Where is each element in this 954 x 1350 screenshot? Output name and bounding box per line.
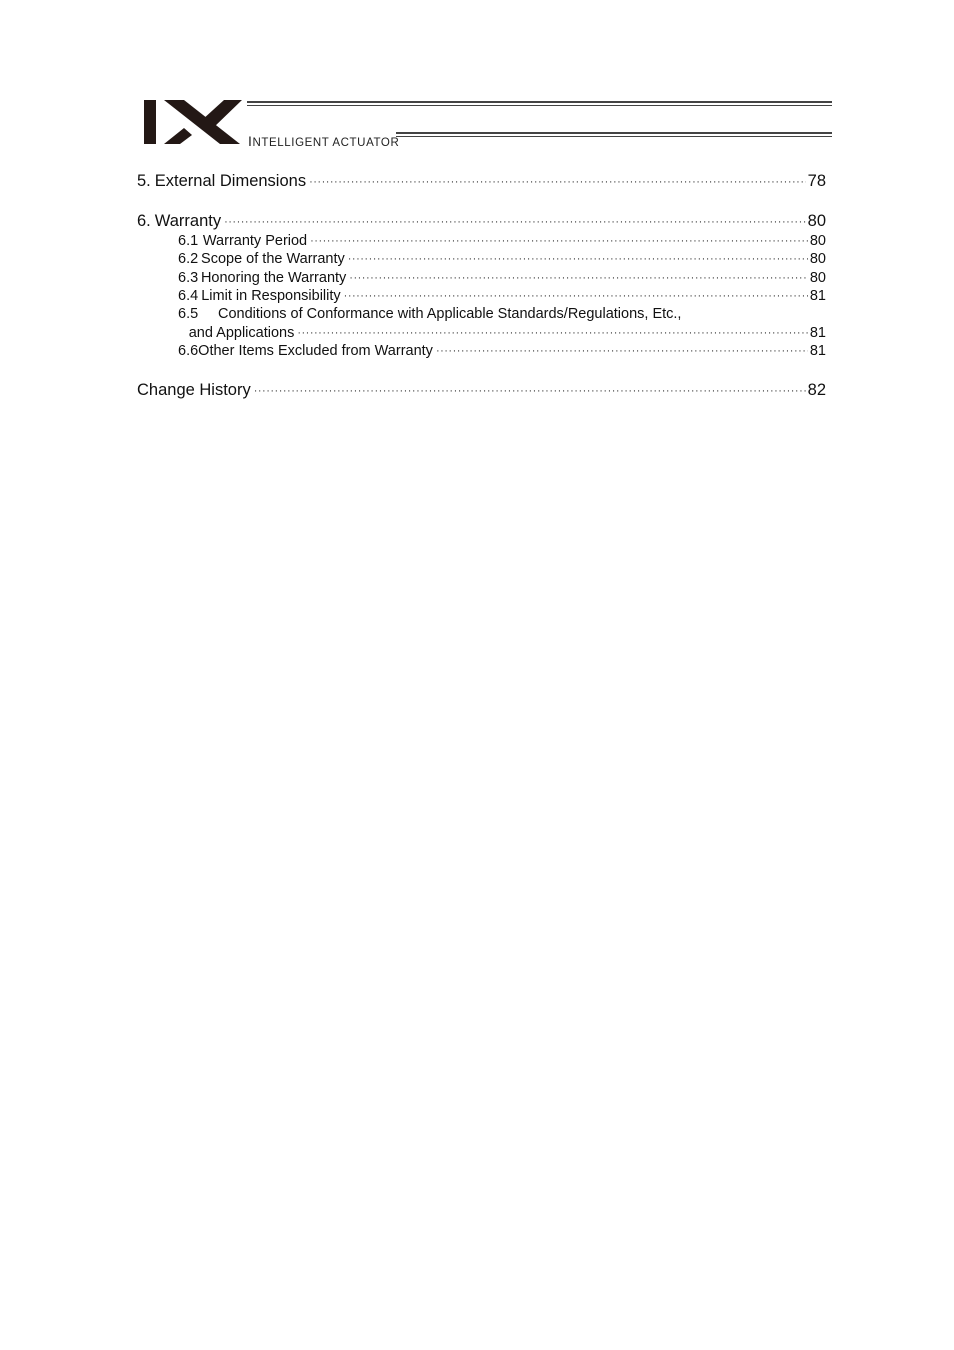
toc-title-line2: and Applications bbox=[188, 325, 295, 341]
toc-number: 6.2 bbox=[178, 251, 199, 267]
toc-page: 82 bbox=[807, 381, 826, 399]
dot-leader bbox=[224, 216, 806, 228]
toc-title: Warranty bbox=[154, 212, 222, 230]
header-rule-bottom-1 bbox=[396, 132, 832, 134]
toc-page: 80 bbox=[809, 233, 826, 249]
toc-number: 6.3 bbox=[178, 270, 199, 286]
toc-page: 81 bbox=[809, 325, 826, 341]
dot-leader bbox=[310, 235, 808, 247]
toc-title: External Dimensions bbox=[154, 172, 307, 190]
toc-title: Scope of the Warranty bbox=[201, 251, 345, 267]
toc-entry-honoring-warranty[interactable] bbox=[137, 270, 826, 286]
dot-leader bbox=[254, 385, 806, 397]
toc-title: Other Items Excluded from Warranty bbox=[198, 343, 433, 359]
toc-title-line1: Conditions of Conformance with Applicable Standards/Regulations, Etc., bbox=[218, 306, 682, 322]
toc-entry-external-dimensions[interactable] bbox=[137, 172, 826, 191]
toc-number: 6.4 bbox=[178, 288, 199, 304]
toc-number: 6. bbox=[137, 212, 151, 230]
brand-name bbox=[248, 133, 399, 149]
header-rule-top-1 bbox=[247, 101, 832, 103]
dot-leader bbox=[309, 176, 806, 188]
page-header bbox=[0, 0, 954, 160]
toc-page: 80 bbox=[809, 270, 826, 286]
toc-number: 5. bbox=[137, 172, 151, 190]
toc-number: 6.5 bbox=[178, 306, 199, 322]
toc-number: 6.6 bbox=[178, 343, 199, 359]
toc-page: 81 bbox=[809, 343, 826, 359]
toc-entry-warranty-period[interactable] bbox=[137, 233, 826, 249]
header-rule-top-2 bbox=[247, 105, 832, 106]
toc-page: 80 bbox=[807, 212, 826, 230]
toc-entry-conditions-of-conformance-cont[interactable] bbox=[137, 325, 826, 341]
toc-page: 80 bbox=[809, 251, 826, 267]
toc-title: Warranty Period bbox=[202, 233, 308, 249]
dot-leader bbox=[297, 327, 808, 339]
toc-title: Change History bbox=[137, 381, 251, 399]
toc-entry-warranty[interactable] bbox=[137, 212, 826, 231]
toc-entry-scope-of-warranty[interactable] bbox=[137, 251, 826, 267]
toc-title: Honoring the Warranty bbox=[200, 270, 347, 286]
toc-number: 6.1 bbox=[178, 233, 199, 249]
dot-leader bbox=[349, 272, 808, 284]
toc-page: 81 bbox=[809, 288, 826, 304]
toc-entry-change-history[interactable] bbox=[137, 381, 826, 400]
dot-leader bbox=[344, 290, 808, 302]
brand-rest: NTELLIGENT ACTUATOR bbox=[252, 137, 400, 149]
toc-entry-limit-in-responsibility[interactable] bbox=[137, 288, 826, 304]
toc-title: Limit in Responsibility bbox=[201, 288, 341, 304]
toc-entry-conditions-of-conformance[interactable] bbox=[137, 306, 826, 322]
toc-page: 78 bbox=[807, 172, 826, 190]
toc-entry-other-items-excluded[interactable] bbox=[137, 343, 826, 359]
dot-leader bbox=[436, 345, 808, 357]
header-rule-bottom-2 bbox=[396, 136, 832, 137]
brand-initial: I bbox=[248, 133, 253, 149]
dot-leader bbox=[348, 253, 808, 265]
ix-logo bbox=[144, 98, 242, 146]
